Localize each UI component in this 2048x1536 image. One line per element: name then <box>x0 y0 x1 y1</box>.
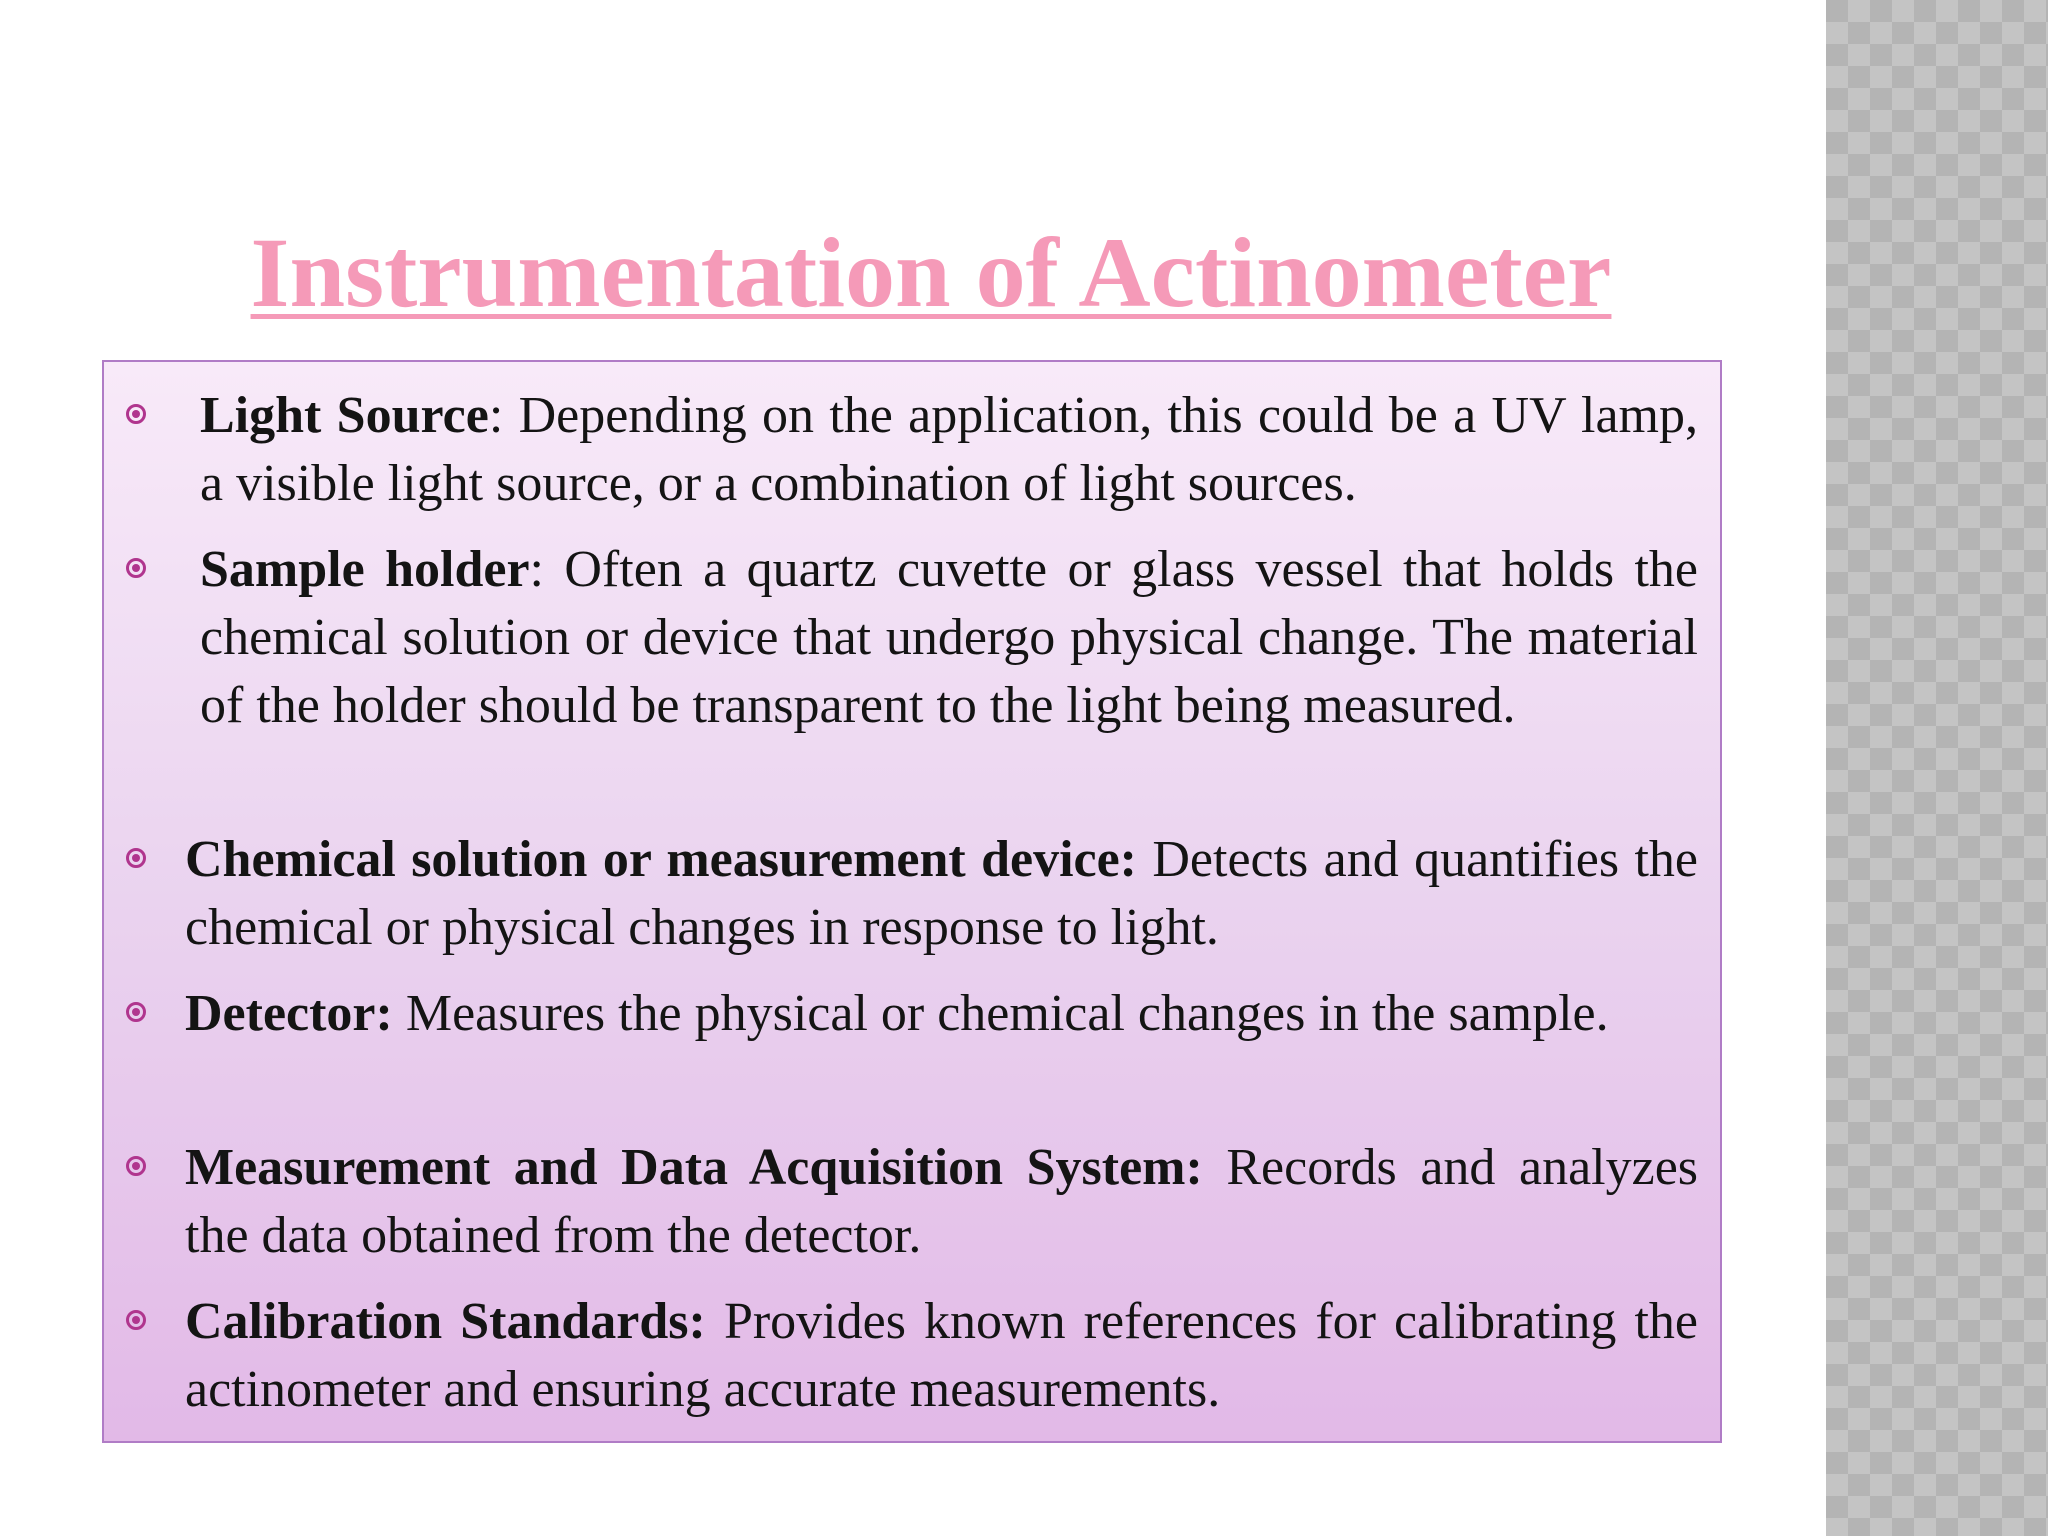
item-separator <box>1137 831 1152 888</box>
item-text <box>200 536 1698 740</box>
item-text <box>200 382 1698 518</box>
item-separator <box>706 1293 724 1350</box>
bullet-icon <box>126 404 146 424</box>
item-description: Records and analyzes the data obtained from the detector. <box>185 1139 1699 1264</box>
bullet-icon <box>126 1310 146 1330</box>
item-description: Detects and quantifies the chemical or physical changes in response to light. <box>185 831 1698 956</box>
item-description: Measures the physical or chemical changes in the sample. <box>405 985 1609 1042</box>
item-text <box>185 980 1698 1048</box>
bullet-icon <box>126 1002 146 1022</box>
item-term: Light Source <box>200 387 489 444</box>
item-text <box>185 826 1698 962</box>
side-pattern-panel <box>1826 0 2048 1536</box>
bullet-icon <box>126 1156 146 1176</box>
item-description: Often a quartz cuvette or glass vessel that holds the chemical solution or device that undergo physical change. The material of the holder should be transparent to the light being measured. <box>200 541 1698 734</box>
item-description: Depending on the application, this could be a UV lamp, a visible light source, or a combination of light sources. <box>200 387 1698 512</box>
item-separator: : <box>488 387 519 444</box>
item-term: Measurement and Data Acquisition System: <box>185 1139 1203 1196</box>
item-term: Detector: <box>185 985 393 1042</box>
item-term: Calibration Standards: <box>185 1293 706 1350</box>
item-separator <box>1203 1139 1227 1196</box>
bullet-icon <box>126 558 146 578</box>
content-box <box>102 360 1722 1443</box>
item-text <box>185 1134 1698 1270</box>
slide-title: Instrumentation of Actinometer <box>250 217 1612 328</box>
item-term: Chemical solution or measurement device: <box>185 831 1137 888</box>
item-text <box>185 1288 1698 1424</box>
item-separator: : <box>529 541 565 598</box>
item-description: Provides known references for calibrating the actinometer and ensuring accurate measurements. <box>185 1293 1698 1418</box>
bullet-icon <box>126 848 146 868</box>
item-separator <box>393 985 406 1042</box>
item-term: Sample holder <box>200 541 530 598</box>
